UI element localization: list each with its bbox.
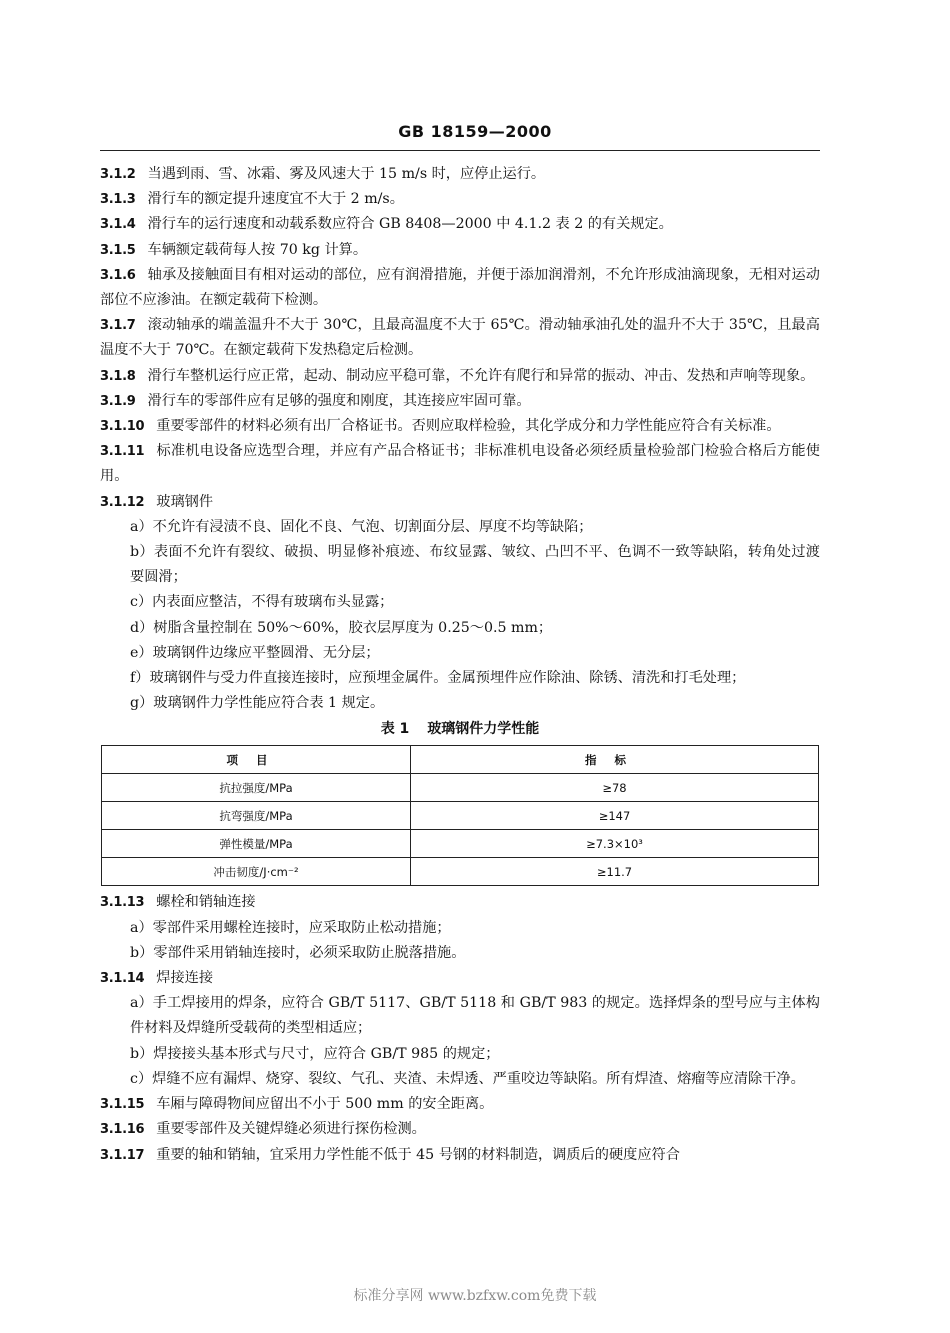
clause-3-1-4: 3.1.4 滑行车的运行速度和动载系数应符合 GB 8408—2000 中 4.1.2 表 2 的有关规定。 [100, 216, 673, 233]
list-item-f: f）玻璃钢件与受力件直接连接时，应预埋金属件。金属预埋件应作除油、除锈、清洗和打毛处理； [130, 670, 746, 687]
table-row [102, 858, 819, 886]
clause-3-1-9: 3.1.9 滑行车的零部件应有足够的强度和刚度，其连接应牢固可靠。 [100, 392, 531, 409]
clause-3-1-2: 3.1.2 当遇到雨、雪、冰霜、雾及风速大于 15 m/s 时，应停止运行。 [100, 166, 546, 182]
table-caption-title: 玻璃钢件力学性能 [427, 721, 540, 738]
document-header-code: GB 18159—2000 [398, 122, 552, 141]
table-row [102, 774, 819, 802]
header-rule [100, 150, 820, 151]
clause-3-1-7: 3.1.7 滚动轴承的端盖温升不大于 30℃，且最高温度不大于 65℃。滑动轴承油孔处的温升不大于 35℃，且最高温度不大于 70℃。在额定载荷下发热稳定后检测。 [100, 317, 820, 359]
table-cell-value: ≥7.3×10³ [411, 830, 819, 858]
clause-3-1-17: 3.1.17 重要的轴和销轴，宜采用力学性能不低于 45 号钢的材料制造，调质后的硬度应符合 [100, 1146, 680, 1163]
table-cell-value: ≥78 [411, 774, 819, 802]
table-cell-property: 抗弯强度/MPa [102, 802, 411, 830]
clause-3-1-6: 3.1.6 轴承及接触面目有相对运动的部位，应有润滑措施，并便于添加润滑剂，不允许形成油滴现象，无相对运动部位不应渗油。在额定载荷下检测。 [100, 266, 820, 309]
clauses-group-b [100, 1092, 820, 1168]
clause-3-1-11: 3.1.11 标准机电设备应选型合理，并应有产品合格证书；非标准机电设备必须经质量检验部门检验合格后方能使用。 [100, 443, 820, 485]
table-cell-property: 抗拉强度/MPa [102, 774, 411, 802]
table-cell-value: ≥147 [411, 802, 819, 830]
clause-3-1-12-heading: 3.1.12 玻璃钢件 [100, 493, 214, 510]
list-item-b: b）零部件采用销轴连接时，必须采取防止脱落措施。 [130, 944, 466, 961]
clause-3-1-16: 3.1.16 重要零部件及关键焊缝必须进行探伤检测。 [100, 1121, 426, 1138]
document-body [100, 162, 820, 1168]
table-cell-value: ≥11.7 [411, 858, 819, 886]
list-item-e: e）玻璃钢件边缘应平整圆滑、无分层； [130, 644, 380, 661]
table-1-mechanical-properties [101, 745, 819, 886]
list-item-d: d）树脂含量控制在 50%～60%，胶衣层厚度为 0.25～0.5 mm； [130, 619, 553, 636]
clause-3-1-3: 3.1.3 滑行车的额定提升速度宜不大于 2 m/s。 [100, 191, 404, 208]
list-item-b: b）表面不允许有裂纹、破损、明显修补痕迹、布纹显露、皱纹、凸凹不平、色调不一致等缺陷，转角处过渡要圆滑； [130, 544, 820, 586]
table-cell-property: 冲击韧度/J·cm⁻² [102, 858, 411, 886]
clause-3-1-13-heading: 3.1.13 螺栓和销轴连接 [100, 894, 256, 911]
table-header-row [102, 746, 819, 774]
table-caption-number: 表 1 [380, 721, 410, 738]
list-item-g: g）玻璃钢件力学性能应符合表 1 规定。 [130, 695, 385, 712]
clauses-group-a [100, 162, 820, 490]
list-item-a: a）零部件采用螺栓连接时，应采取防止松动措施； [130, 919, 451, 936]
table-header-value: 指标 [411, 746, 819, 774]
table-row [102, 802, 819, 830]
table-row [102, 830, 819, 858]
clause-3-1-13-section [100, 890, 820, 966]
clause-3-1-14-heading: 3.1.14 焊接连接 [100, 970, 214, 987]
clause-3-1-10: 3.1.10 重要零部件的材料必须有出厂合格证书。否则应取样检验，其化学成分和力学性能应符合有关标准。 [100, 418, 781, 435]
list-item-b: b）焊接接头基本形式与尺寸，应符合 GB/T 985 的规定； [130, 1045, 500, 1062]
clause-3-1-15: 3.1.15 车厢与障碍物间应留出不小于 500 mm 的安全距离。 [100, 1096, 494, 1113]
watermark-footer: 标准分享网 www.bzfxw.com免费下载 [353, 1288, 597, 1304]
clause-3-1-5: 3.1.5 车辆额定载荷每人按 70 kg 计算。 [100, 241, 368, 258]
list-item-a: a）不允许有浸渍不良、固化不良、气泡、切割面分层、厚度不均等缺陷； [130, 518, 593, 535]
clause-3-1-14-section [100, 966, 820, 1092]
list-item-c: c）焊缝不应有漏焊、烧穿、裂纹、气孔、夹渣、未焊透、严重咬边等缺陷。所有焊渣、熔瘤等应清除干净。 [130, 1070, 805, 1087]
clause-3-1-12-section [100, 490, 820, 717]
list-item-a: a）手工焊接用的焊条，应符合 GB/T 5117、GB/T 5118 和 GB/T 983 的规定。选择焊条的型号应与主体构件材料及焊缝所受载荷的类型相适应； [130, 995, 820, 1037]
table-header-item: 项目 [102, 746, 411, 774]
table-1-caption [100, 717, 820, 741]
clause-3-1-8: 3.1.8 滑行车整机运行应正常，起动、制动应平稳可靠，不允许有爬行和异常的振动、冲击、发热和声响等现象。 [100, 367, 815, 384]
table-cell-property: 弹性模量/MPa [102, 830, 411, 858]
list-item-c: c）内表面应整洁，不得有玻璃布头显露； [130, 594, 394, 611]
